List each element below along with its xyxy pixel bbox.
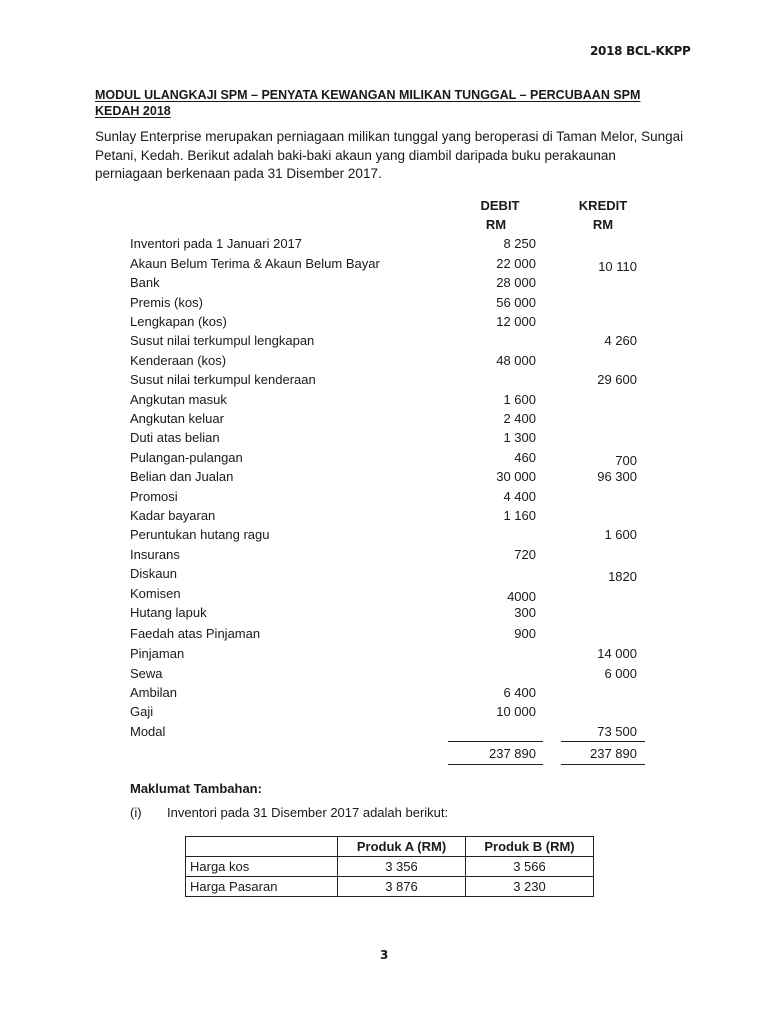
note-text: Inventori pada 31 Disember 2017 adalah berikut: xyxy=(167,805,449,820)
debit-amount: 56 000 xyxy=(496,295,536,310)
kredit-subtotal-rule xyxy=(561,741,645,742)
debit-amount: 10 000 xyxy=(496,704,536,719)
produk-a-value: 3 356 xyxy=(338,857,466,877)
debit-amount: 300 xyxy=(514,605,536,620)
account-label: Susut nilai terkumpul lengkapan xyxy=(130,333,315,348)
account-label: Inventori pada 1 Januari 2017 xyxy=(130,236,303,251)
kredit-header: KREDIT xyxy=(578,198,628,213)
account-label: Gaji xyxy=(130,704,154,719)
kredit-amount: 1 600 xyxy=(604,527,637,542)
debit-amount: 1 160 xyxy=(503,508,536,523)
produk-b-value: 3 230 xyxy=(466,877,594,897)
debit-amount: 12 000 xyxy=(496,314,536,329)
account-label: Insurans xyxy=(130,547,180,562)
account-label: Duti atas belian xyxy=(130,430,220,445)
debit-amount: 900 xyxy=(514,626,536,641)
produk-a-value: 3 876 xyxy=(338,877,466,897)
kredit-amount: 29 600 xyxy=(597,372,637,387)
inventory-table-header xyxy=(186,837,594,857)
account-label: Pinjaman xyxy=(130,646,185,661)
debit-amount: 2 400 xyxy=(503,411,536,426)
account-label: Pulangan-pulangan xyxy=(130,450,243,465)
account-label: Hutang lapuk xyxy=(130,605,207,620)
account-label: Bank xyxy=(130,275,160,290)
produk-b-value: 3 566 xyxy=(466,857,594,877)
account-label: Kadar bayaran xyxy=(130,508,216,523)
account-label: Kenderaan (kos) xyxy=(130,353,227,368)
account-label: Komisen xyxy=(130,586,181,601)
kredit-amount: 73 500 xyxy=(597,724,637,739)
kredit-currency: RM xyxy=(592,217,614,232)
debit-amount: 460 xyxy=(514,450,536,465)
account-label: Premis (kos) xyxy=(130,295,203,310)
total-debit: 237 890 xyxy=(489,746,536,761)
kredit-amount: 10 110 xyxy=(598,259,637,274)
table-row xyxy=(186,857,594,877)
account-label: Angkutan keluar xyxy=(130,411,224,426)
debit-total-rule xyxy=(448,764,543,765)
account-label: Diskaun xyxy=(130,566,177,581)
document-title: MODUL ULANGKAJI SPM – PENYATA KEWANGAN MILIKAN TUNGGAL – PERCUBAAN SPM KEDAH 2018 xyxy=(95,88,641,118)
header-cell-blank xyxy=(186,837,338,857)
note-number: (i) xyxy=(130,805,142,820)
debit-amount: 1 600 xyxy=(503,392,536,407)
debit-amount: 8 250 xyxy=(503,236,536,251)
document-code: 2018 BCL-KKPP xyxy=(590,44,691,58)
kredit-amount: 4 260 xyxy=(604,333,637,348)
kredit-total-rule xyxy=(561,764,645,765)
kredit-amount: 6 000 xyxy=(604,666,637,681)
account-label: Promosi xyxy=(130,489,178,504)
debit-subtotal-rule xyxy=(448,741,543,742)
debit-amount: 30 000 xyxy=(496,469,536,484)
debit-amount: 1 300 xyxy=(503,430,536,445)
account-label: Belian dan Jualan xyxy=(130,469,234,484)
kredit-amount: 96 300 xyxy=(597,469,637,484)
intro-paragraph: Sunlay Enterprise merupakan perniagaan milikan tunggal yang beroperasi di Taman Melor, Sungai Petani, Kedah. Berikut adalah baki-baki akaun yang diambil daripada buku perakaunan perniagaan berkenaan pada 31 Disember 2017. xyxy=(95,129,684,181)
row-label: Harga Pasaran xyxy=(186,877,338,897)
page-number: 3 xyxy=(380,948,389,962)
additional-info-heading: Maklumat Tambahan: xyxy=(130,781,262,796)
account-label: Modal xyxy=(130,724,166,739)
account-label: Angkutan masuk xyxy=(130,392,227,407)
debit-amount: 720 xyxy=(514,547,536,562)
total-kredit: 237 890 xyxy=(590,746,637,761)
row-label: Harga kos xyxy=(186,857,338,877)
debit-currency: RM xyxy=(485,217,507,232)
inventory-table xyxy=(185,836,594,897)
table-row xyxy=(186,877,594,897)
debit-amount: 48 000 xyxy=(496,353,536,368)
kredit-amount: 1820 xyxy=(608,569,637,584)
kredit-amount: 700 xyxy=(615,453,637,468)
debit-amount: 6 400 xyxy=(503,685,536,700)
account-label: Peruntukan hutang ragu xyxy=(130,527,270,542)
account-label: Sewa xyxy=(130,666,163,681)
debit-amount: 28 000 xyxy=(496,275,536,290)
account-label: Ambilan xyxy=(130,685,177,700)
kredit-amount: 14 000 xyxy=(597,646,637,661)
account-label: Faedah atas Pinjaman xyxy=(130,626,261,641)
header-cell-produk-a: Produk A (RM) xyxy=(338,837,466,857)
debit-amount: 4 400 xyxy=(503,489,536,504)
account-label: Susut nilai terkumpul kenderaan xyxy=(130,372,316,387)
debit-amount: 4000 xyxy=(507,589,536,604)
account-label: Lengkapan (kos) xyxy=(130,314,227,329)
account-label: Akaun Belum Terima & Akaun Belum Bayar xyxy=(130,256,380,271)
debit-amount: 22 000 xyxy=(496,256,536,271)
debit-header: DEBIT xyxy=(480,198,520,213)
header-cell-produk-b: Produk B (RM) xyxy=(466,837,594,857)
